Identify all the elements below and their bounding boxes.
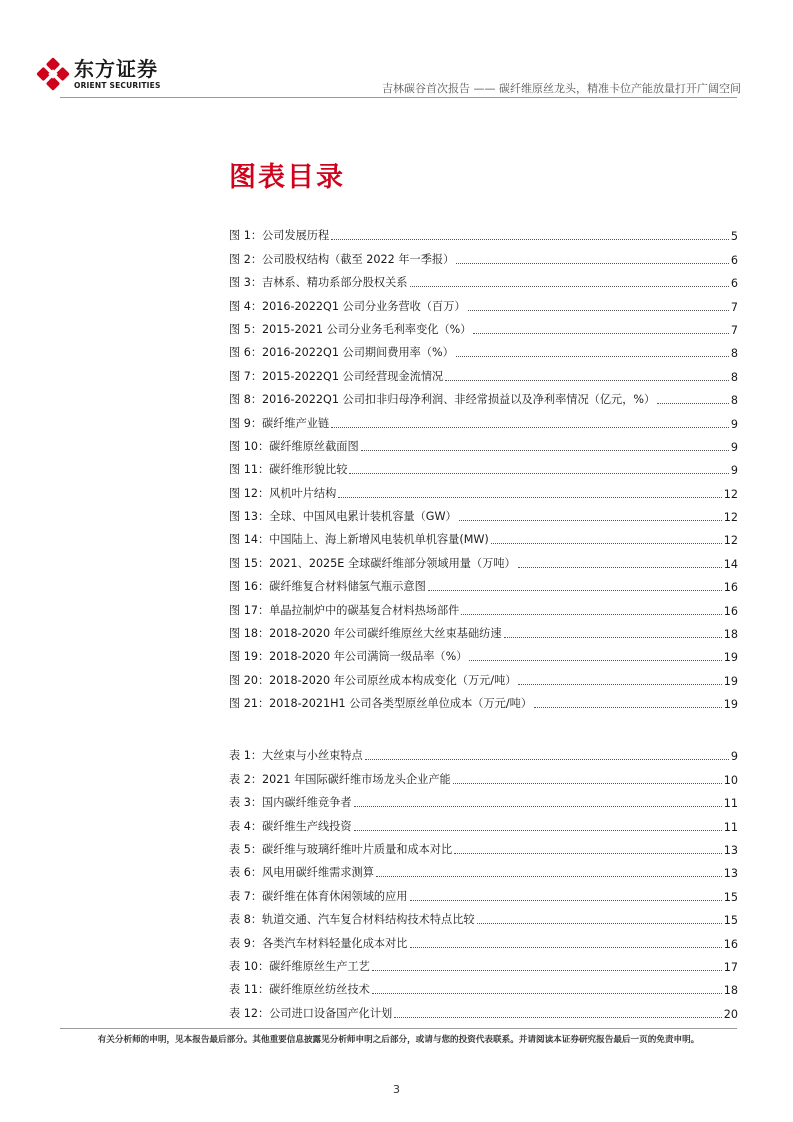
toc-leader-dots [534,707,722,708]
toc-leader-dots [365,759,729,760]
figure-toc-entry[interactable] [229,407,738,430]
toc-entry-label: 图 3：吉林系、精功系部分股权关系 [229,276,408,290]
toc-entry-page: 8 [730,370,738,384]
disclaimer-text: 有关分析师的申明，见本报告最后部分。其他重要信息披露见分析师申明之后部分，或请与您的投资代表联系。并请阅读本证券研究报告最后一页的免责申明。 [97,1035,700,1045]
table-toc-entry[interactable] [229,740,738,763]
toc-entry-label: 图 1：公司发展历程 [229,229,330,243]
toc-leader-dots [331,427,729,428]
figure-toc-entry[interactable] [229,477,738,500]
toc-entry-page: 8 [730,347,738,361]
toc-entry-label: 表 5：碳纤维与玻璃纤维叶片质量和成本对比 [229,842,453,856]
figure-toc-entry[interactable] [229,547,738,570]
toc-entry-label: 图 15：2021、2025E 全球碳纤维部分领域用量（万吨） [229,556,516,570]
header-divider [60,97,737,98]
figure-toc-entry[interactable] [229,290,738,313]
table-toc-entry[interactable] [229,997,738,1020]
figure-toc-entry[interactable] [229,571,738,594]
table-toc-entry[interactable] [229,763,738,786]
toc-leader-dots [338,497,721,498]
logo-english-name: ORIENT SECURITIES [74,80,161,90]
toc-entry-page: 19 [723,651,738,665]
toc-leader-dots [445,380,729,381]
table-toc-entry[interactable] [229,951,738,974]
orient-logo-icon [36,57,70,91]
figure-toc-entry[interactable] [229,384,738,407]
toc-entry-page: 15 [723,914,738,928]
toc-leader-dots [410,947,722,948]
toc-entry-page: 10 [723,773,738,787]
toc-entry-page: 6 [730,277,738,291]
toc-entry-page: 19 [723,698,738,712]
toc-entry-label: 图 18：2018-2020 年公司碳纤维原丝大丝束基础纺速 [229,627,502,641]
toc-leader-dots [469,660,721,661]
toc-entry-page: 18 [723,984,738,998]
toc-leader-dots [410,900,722,901]
figure-toc-entry[interactable] [229,220,738,243]
toc-entry-page: 19 [723,674,738,688]
toc-leader-dots [410,286,729,287]
figure-toc-entry[interactable] [229,618,738,641]
toc-entry-label: 表 10：碳纤维原丝生产工艺 [229,959,370,973]
toc-entry-label: 图 9：碳纤维产业链 [229,416,330,430]
report-header-title: 吉林碳谷首次报告 —— 碳纤维原丝龙头，精准卡位产能放量打开广阔空间 [382,82,741,95]
figure-list [229,220,738,711]
toc-entry-page: 12 [723,487,738,501]
toc-entry-page: 20 [723,1007,738,1021]
toc-entry-page: 9 [730,440,738,454]
toc-leader-dots [461,614,721,615]
toc-entry-page: 12 [723,511,738,525]
toc-leader-dots [453,783,722,784]
toc-entry-page: 9 [730,750,738,764]
toc-entry-page: 9 [730,464,738,478]
toc-entry-page: 17 [723,960,738,974]
toc-leader-dots [349,473,728,474]
toc-entry-page: 16 [723,937,738,951]
logo-chinese-name: 东方证券 [74,56,158,81]
table-toc-entry[interactable] [229,904,738,927]
toc-entry-label: 表 4：碳纤维生产线投资 [229,819,352,833]
figure-toc-entry[interactable] [229,688,738,711]
toc-leader-dots [468,310,729,311]
toc-entry-label: 图 14：中国陆上、海上新增风电装机单机容量(MW) [229,533,489,547]
toc-entry-label: 表 1：大丝束与小丝束特点 [229,749,363,763]
toc-entry-label: 图 7：2015-2022Q1 公司经营现金流情况 [229,369,444,383]
toc-entry-page: 8 [730,394,738,408]
table-toc-entry[interactable] [229,880,738,903]
figure-toc-entry[interactable] [229,594,738,617]
figure-toc-entry[interactable] [229,431,738,454]
footer-divider [60,1028,737,1029]
figure-toc-entry[interactable] [229,314,738,337]
figure-toc-entry[interactable] [229,454,738,477]
toc-leader-dots [361,450,729,451]
toc-entry-page: 14 [723,557,738,571]
toc-entry-page: 5 [730,230,738,244]
figure-toc-entry[interactable] [229,501,738,524]
toc-entry-page: 16 [723,581,738,595]
figure-toc-entry[interactable] [229,243,738,266]
toc-entry-label: 表 7：碳纤维在体育休闲领域的应用 [229,889,408,903]
table-toc-entry[interactable] [229,834,738,857]
table-list [229,740,738,1021]
figure-toc-entry[interactable] [229,664,738,687]
table-toc-entry[interactable] [229,857,738,880]
toc-entry-page: 7 [730,323,738,337]
toc-entry-label: 图 20：2018-2020 年公司原丝成本构成变化（万元/吨） [229,673,517,687]
toc-entry-page: 6 [730,253,738,267]
toc-entry-label: 表 6：风电用碳纤维需求测算 [229,866,374,880]
toc-leader-dots [491,543,722,544]
toc-entry-label: 表 11：碳纤维原丝纺丝技术 [229,983,370,997]
toc-leader-dots [473,333,728,334]
toc-entry-page: 9 [730,417,738,431]
toc-entry-label: 图 11：碳纤维形貌比较 [229,463,348,477]
toc-leader-dots [428,590,722,591]
table-toc-entry[interactable] [229,787,738,810]
page-number: 3 [393,1083,400,1096]
toc-leader-dots [376,876,722,877]
toc-leader-dots [372,993,722,994]
toc-leader-dots [518,567,722,568]
toc-leader-dots [504,637,722,638]
figure-toc-entry[interactable] [229,641,738,664]
toc-leader-dots [454,853,722,854]
toc-entry-label: 图 4：2016-2022Q1 公司分业务营收（百万） [229,299,466,313]
toc-leader-dots [456,356,729,357]
toc-entry-label: 图 6：2016-2022Q1 公司期间费用率（%） [229,346,454,360]
toc-entry-page: 18 [723,628,738,642]
toc-entry-label: 图 10：碳纤维原丝截面图 [229,439,359,453]
figure-toc-entry[interactable] [229,524,738,547]
orient-securities-logo [36,54,161,94]
table-toc-entry[interactable] [229,927,738,950]
toc-entry-label: 表 2：2021 年国际碳纤维市场龙头企业产能 [229,772,451,786]
toc-leader-dots [657,403,729,404]
toc-entry-page: 11 [723,820,738,834]
toc-entry-page: 13 [723,867,738,881]
toc-entry-label: 图 19：2018-2020 年公司满筒一级品率（%） [229,650,468,664]
toc-entry-label: 图 21：2018-2021H1 公司各类型原丝单位成本（万元/吨） [229,697,533,711]
figure-toc-entry[interactable] [229,360,738,383]
toc-entry-page: 13 [723,843,738,857]
toc-leader-dots [354,830,722,831]
toc-leader-dots [354,806,722,807]
toc-entry-label: 表 9：各类汽车材料轻量化成本对比 [229,936,408,950]
toc-entry-label: 图 13：全球、中国风电累计装机容量（GW） [229,510,457,524]
toc-entry-page: 11 [723,797,738,811]
toc-entry-page: 7 [730,300,738,314]
figure-toc-entry[interactable] [229,337,738,360]
table-toc-entry[interactable] [229,974,738,997]
toc-leader-dots [518,684,721,685]
toc-entry-label: 表 3：国内碳纤维竞争者 [229,796,352,810]
figure-toc-entry[interactable] [229,267,738,290]
toc-leader-dots [459,520,722,521]
toc-entry-page: 15 [723,890,738,904]
toc-leader-dots [477,923,722,924]
toc-entry-label: 图 12：风机叶片结构 [229,486,337,500]
toc-entry-label: 图 16：碳纤维复合材料储氢气瓶示意图 [229,580,426,594]
toc-leader-dots [456,263,729,264]
toc-entry-page: 12 [723,534,738,548]
toc-entry-label: 图 5：2015-2021 公司分业务毛利率变化（%） [229,322,472,336]
table-toc-entry[interactable] [229,810,738,833]
toc-entry-label: 图 8：2016-2022Q1 公司扣非归母净利润、非经常损益以及净利率情况（亿元，%） [229,393,656,407]
toc-entry-page: 16 [723,604,738,618]
toc-leader-dots [331,239,729,240]
toc-entry-label: 图 17：单晶拉制炉中的碳基复合材料热场部件 [229,603,460,617]
toc-leader-dots [394,1017,722,1018]
toc-entry-label: 表 12：公司进口设备国产化计划 [229,1006,393,1020]
toc-entry-label: 图 2：公司股权结构（截至 2022 年一季报） [229,252,455,266]
page-title: 图表目录 [229,162,345,193]
toc-leader-dots [372,970,722,971]
toc-entry-label: 表 8：轨道交通、汽车复合材料结构技术特点比较 [229,913,475,927]
